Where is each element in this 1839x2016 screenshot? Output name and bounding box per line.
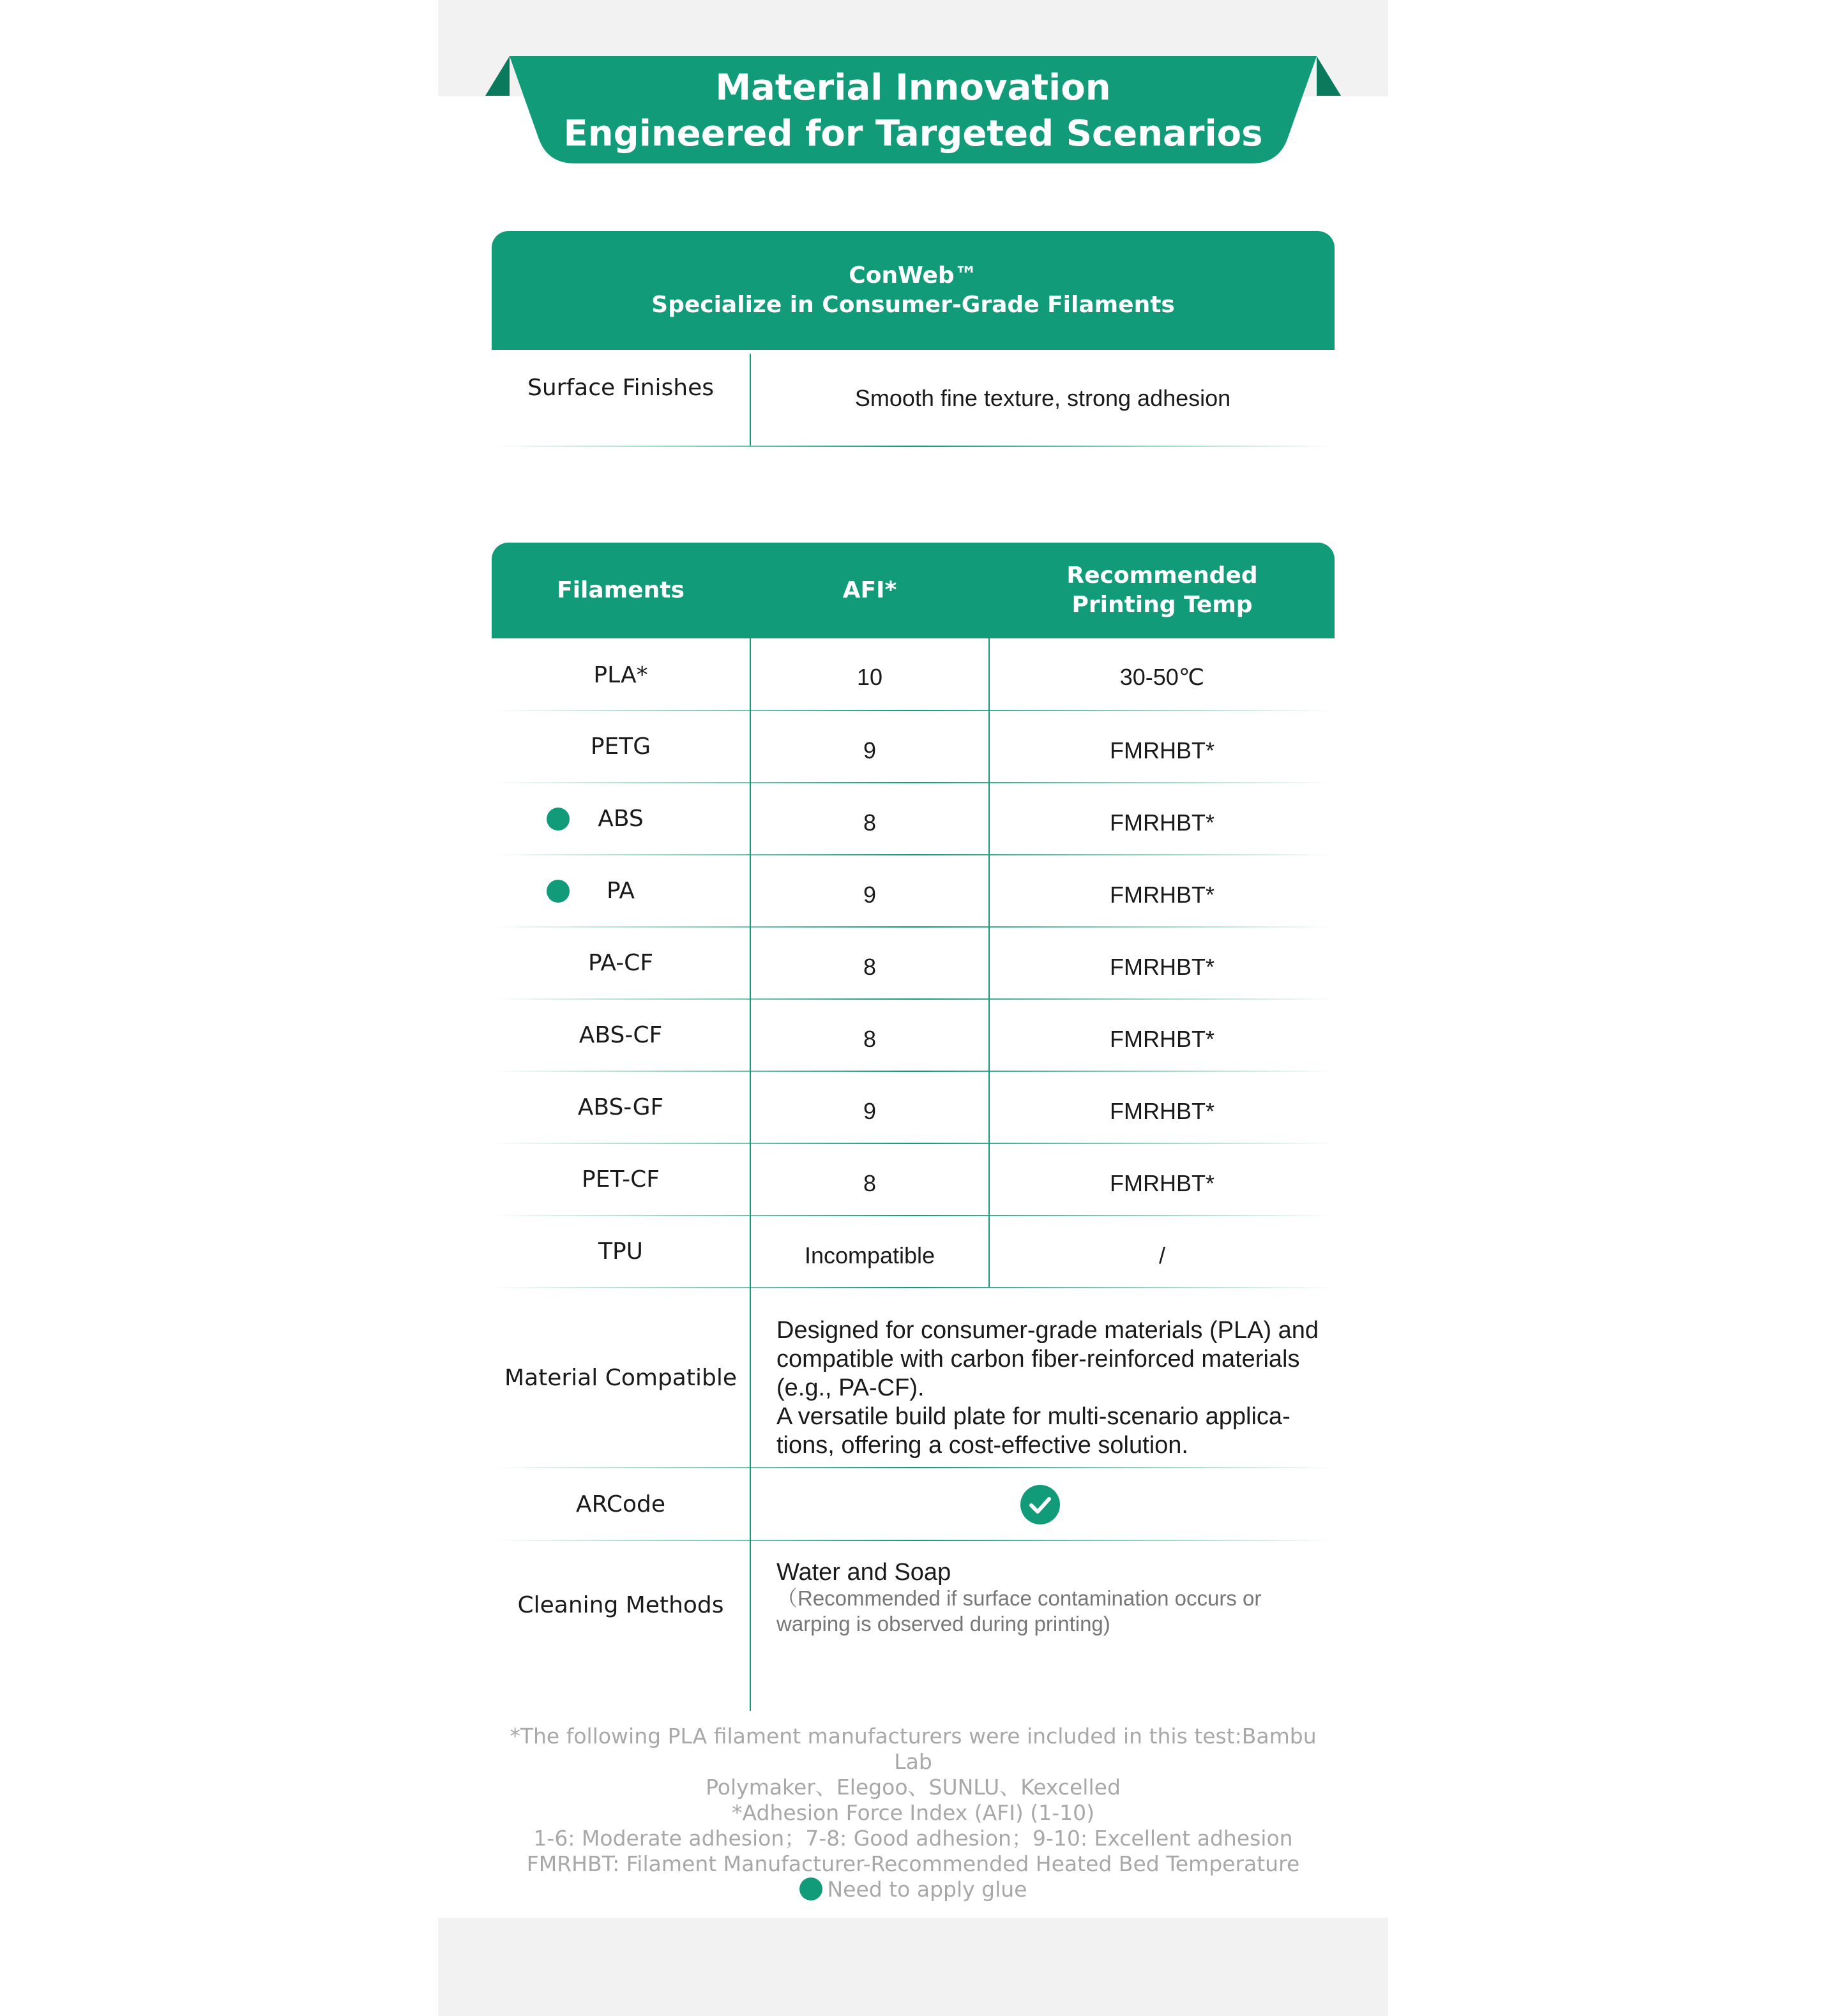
content-panel [438,0,1388,2016]
filament-name: PA-CF [587,950,654,976]
table-row-filament [492,711,750,782]
filament-name: PA [606,878,635,904]
cleaning-note [776,1586,1326,1637]
footnote-line: 1-6: Moderate adhesion；7-8: Good adhesion；9-10: Excellent adhesion [533,1826,1293,1851]
table-row-temp: FMRHBT* [1110,1170,1215,1196]
cleaning-main-text: Water and Soap [776,1559,951,1586]
surface-finishes-value: Smooth fine texture, strong adhesion [854,385,1231,411]
filament-name: ABS [598,806,644,832]
table-row-filament [492,1072,750,1143]
table-row-afi: Incompatible [804,1242,935,1268]
product-subtitle: Specialize in Consumer-Grade Filaments [651,292,1175,318]
glue-indicator-dot [547,808,570,831]
table-row-temp: 30-50℃ [1119,664,1205,690]
material-compatible-line: Designed for consumer-grade materials (PLA) and [776,1317,1319,1344]
filament-name: TPU [598,1238,644,1265]
filament-name: ABS-GF [577,1094,664,1120]
material-compatible-line: (e.g., PA-CF). [776,1374,925,1401]
filament-name: PETG [590,733,651,760]
header-filaments: Filaments [557,577,685,603]
table-row-temp: / [1158,1242,1165,1268]
product-card-header [492,231,1335,350]
table-row-afi: 9 [863,737,877,764]
table-row-filament [492,783,750,854]
table-row-temp: FMRHBT* [1110,1025,1215,1052]
table-row-temp: FMRHBT* [1110,881,1215,908]
table-row-filament [492,1000,750,1071]
cleaning-methods-label: Cleaning Methods [517,1591,724,1618]
table-row-filament [492,1216,750,1287]
table-header [492,543,1335,638]
table-row-afi: 9 [863,1097,877,1124]
footnote-line: *The following PLA filament manufacturers were included in this test:Bambu Lab [510,1724,1317,1774]
table-row-afi: 8 [863,809,877,836]
table-row-filament [492,1144,750,1215]
material-compatible-label: Material Compatible [504,1364,737,1391]
card-bottom-line [492,446,1335,447]
table-row-afi: 8 [863,953,877,980]
header-afi: AFI* [842,577,897,603]
table-row-afi: 9 [863,881,877,908]
footnote-line: *Adhesion Force Index (AFI) (1-10) [732,1800,1094,1825]
table-row-filament [492,640,750,710]
footnotes [492,1724,1335,1902]
filament-name: ABS-CF [579,1022,663,1048]
table-row-filament [492,855,750,926]
glue-legend-dot [799,1877,822,1900]
table-row-temp: FMRHBT* [1110,737,1215,764]
material-compatible-line: A versatile build plate for multi-scenario applica- [776,1403,1290,1430]
table-row-afi: 8 [863,1170,877,1196]
material-compatible-line: compatible with carbon fiber-reinforced materials [776,1346,1300,1373]
footnote-line: Polymaker、Elegoo、SUNLU、Kexcelled [706,1775,1121,1800]
cleaning-note-line: （Recommended if surface contamination occurs or [776,1586,1262,1610]
table-row-temp: FMRHBT* [1110,1097,1215,1124]
header-printing-temp: Recommended Printing Temp [1066,562,1258,618]
product-name: ConWeb™ [849,262,978,289]
table-row-filament [492,928,750,998]
arcode-label: ARCode [575,1491,665,1517]
surface-finishes-label: Surface Finishes [527,375,714,401]
bottom-background [438,1918,1388,2016]
glue-indicator-dot [547,880,570,903]
material-compatible-line: tions, offering a cost-effective solution. [776,1432,1188,1459]
title-banner [485,56,1341,163]
banner-title [485,65,1341,157]
table-row-temp: FMRHBT* [1110,953,1215,980]
filament-name: PET-CF [582,1166,660,1192]
footnote-legend [492,1877,1335,1902]
table-row-temp: FMRHBT* [1110,809,1215,836]
banner-line-2: Engineered for Targeted Scenarios [563,113,1263,154]
glue-legend-text: Need to apply glue [827,1877,1027,1902]
banner-line-1: Material Innovation [715,67,1111,109]
table-row-afi: 8 [863,1025,877,1052]
footnote-line: FMRHBT: Filament Manufacturer-Recommended Heated Bed Temperature [526,1851,1300,1876]
filament-name: PLA* [593,661,648,688]
table-row-afi: 10 [856,664,883,690]
check-circle-icon [1020,1485,1060,1524]
material-compatible-text [776,1316,1326,1460]
cleaning-note-line: warping is observed during printing) [776,1612,1110,1636]
